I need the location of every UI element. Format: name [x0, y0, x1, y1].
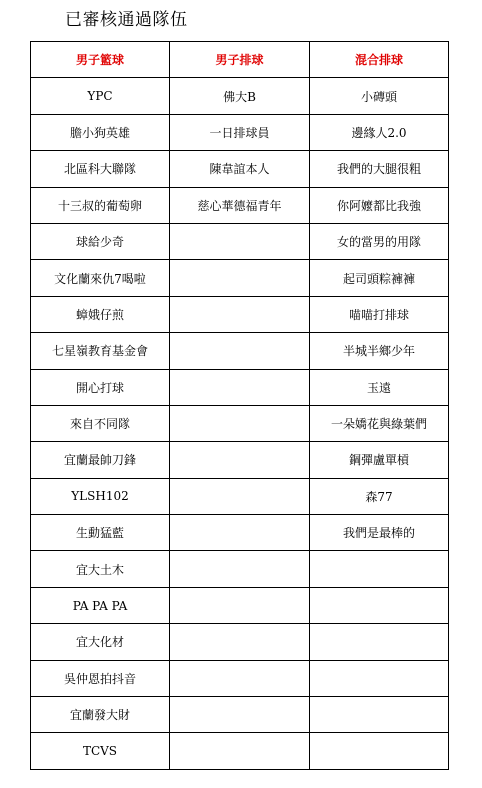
mens-volleyball-team — [170, 733, 310, 769]
mixed-volleyball-team — [310, 587, 449, 623]
table-row — [31, 78, 449, 114]
mens-basketball-team: 宜大土木 — [31, 551, 170, 587]
mens-basketball-team: 七星嶺教育基金會 — [31, 333, 170, 369]
table-row — [31, 551, 449, 587]
mens-basketball-team: PA PA PA — [31, 587, 170, 623]
mixed-volleyball-team: 我們的大腿很粗 — [310, 151, 449, 187]
mens-basketball-team: 宜蘭發大財 — [31, 697, 170, 733]
mixed-volleyball-team — [310, 697, 449, 733]
mens-basketball-team: 蟑娥仔煎 — [31, 296, 170, 332]
mens-basketball-team: 宜大化材 — [31, 624, 170, 660]
mixed-volleyball-team: 起司頭粽褲褲 — [310, 260, 449, 296]
mixed-volleyball-team: 半城半鄉少年 — [310, 333, 449, 369]
mens-volleyball-team — [170, 624, 310, 660]
mixed-volleyball-team: 玉遠 — [310, 369, 449, 405]
mixed-volleyball-team: 小磚頭 — [310, 78, 449, 114]
mixed-volleyball-team: 邊緣人2.0 — [310, 114, 449, 150]
mixed-volleyball-team: 森77 — [310, 478, 449, 514]
mixed-volleyball-team: 我們是最棒的 — [310, 515, 449, 551]
mens-basketball-team: YLSH102 — [31, 478, 170, 514]
table-row — [31, 114, 449, 150]
table-row — [31, 660, 449, 696]
mens-basketball-team: 來自不同隊 — [31, 405, 170, 441]
table-header-row — [31, 42, 449, 78]
mixed-volleyball-team: 一朵嬌花與綠葉們 — [310, 405, 449, 441]
mens-basketball-team: 球給少奇 — [31, 223, 170, 259]
header-mixed-volleyball: 混合排球 — [310, 42, 449, 78]
table-row — [31, 624, 449, 660]
mens-volleyball-team — [170, 478, 310, 514]
mens-basketball-team: YPC — [31, 78, 170, 114]
mixed-volleyball-team: 鋼彈盧單槓 — [310, 442, 449, 478]
mens-volleyball-team: 陳韋誼本人 — [170, 151, 310, 187]
mixed-volleyball-team — [310, 624, 449, 660]
mens-volleyball-team — [170, 333, 310, 369]
table-row — [31, 587, 449, 623]
mixed-volleyball-team — [310, 733, 449, 769]
header-mens-volleyball: 男子排球 — [170, 42, 310, 78]
mixed-volleyball-team — [310, 660, 449, 696]
table-row — [31, 515, 449, 551]
table-row — [31, 223, 449, 259]
mens-volleyball-team — [170, 515, 310, 551]
mixed-volleyball-team: 你阿嬤都比我強 — [310, 187, 449, 223]
mens-basketball-team: 文化蘭來仇7喝啦 — [31, 260, 170, 296]
mens-volleyball-team — [170, 369, 310, 405]
header-mens-basketball: 男子籃球 — [31, 42, 170, 78]
mixed-volleyball-team: 喵喵打排球 — [310, 296, 449, 332]
table-row — [31, 260, 449, 296]
mens-volleyball-team — [170, 660, 310, 696]
table-row — [31, 442, 449, 478]
page-title: 已審核通過隊伍 — [65, 10, 188, 30]
mens-volleyball-team — [170, 697, 310, 733]
mixed-volleyball-team: 女的當男的用隊 — [310, 223, 449, 259]
mens-volleyball-team — [170, 587, 310, 623]
table-row — [31, 478, 449, 514]
table-row — [31, 369, 449, 405]
mens-volleyball-team — [170, 260, 310, 296]
table-row — [31, 405, 449, 441]
mens-basketball-team: TCVS — [31, 733, 170, 769]
mens-volleyball-team — [170, 442, 310, 478]
mixed-volleyball-team — [310, 551, 449, 587]
table-row — [31, 187, 449, 223]
table-row — [31, 333, 449, 369]
table-row — [31, 733, 449, 769]
mens-volleyball-team: 一日排球員 — [170, 114, 310, 150]
mens-volleyball-team — [170, 405, 310, 441]
mens-volleyball-team: 慈心華德福青年 — [170, 187, 310, 223]
mens-basketball-team: 十三叔的葡萄卵 — [31, 187, 170, 223]
mens-basketball-team: 北區科大聯隊 — [31, 151, 170, 187]
table-row — [31, 296, 449, 332]
mens-volleyball-team — [170, 223, 310, 259]
table-row — [31, 151, 449, 187]
mens-volleyball-team — [170, 296, 310, 332]
mens-basketball-team: 吳仲恩拍抖音 — [31, 660, 170, 696]
mens-basketball-team: 宜蘭最帥刀鋒 — [31, 442, 170, 478]
approved-teams-table — [30, 41, 449, 770]
table-row — [31, 697, 449, 733]
mens-volleyball-team — [170, 551, 310, 587]
table-body — [31, 78, 449, 769]
mens-volleyball-team: 佛大B — [170, 78, 310, 114]
mens-basketball-team: 開心打球 — [31, 369, 170, 405]
mens-basketball-team: 膽小狗英雄 — [31, 114, 170, 150]
mens-basketball-team: 生動猛藍 — [31, 515, 170, 551]
